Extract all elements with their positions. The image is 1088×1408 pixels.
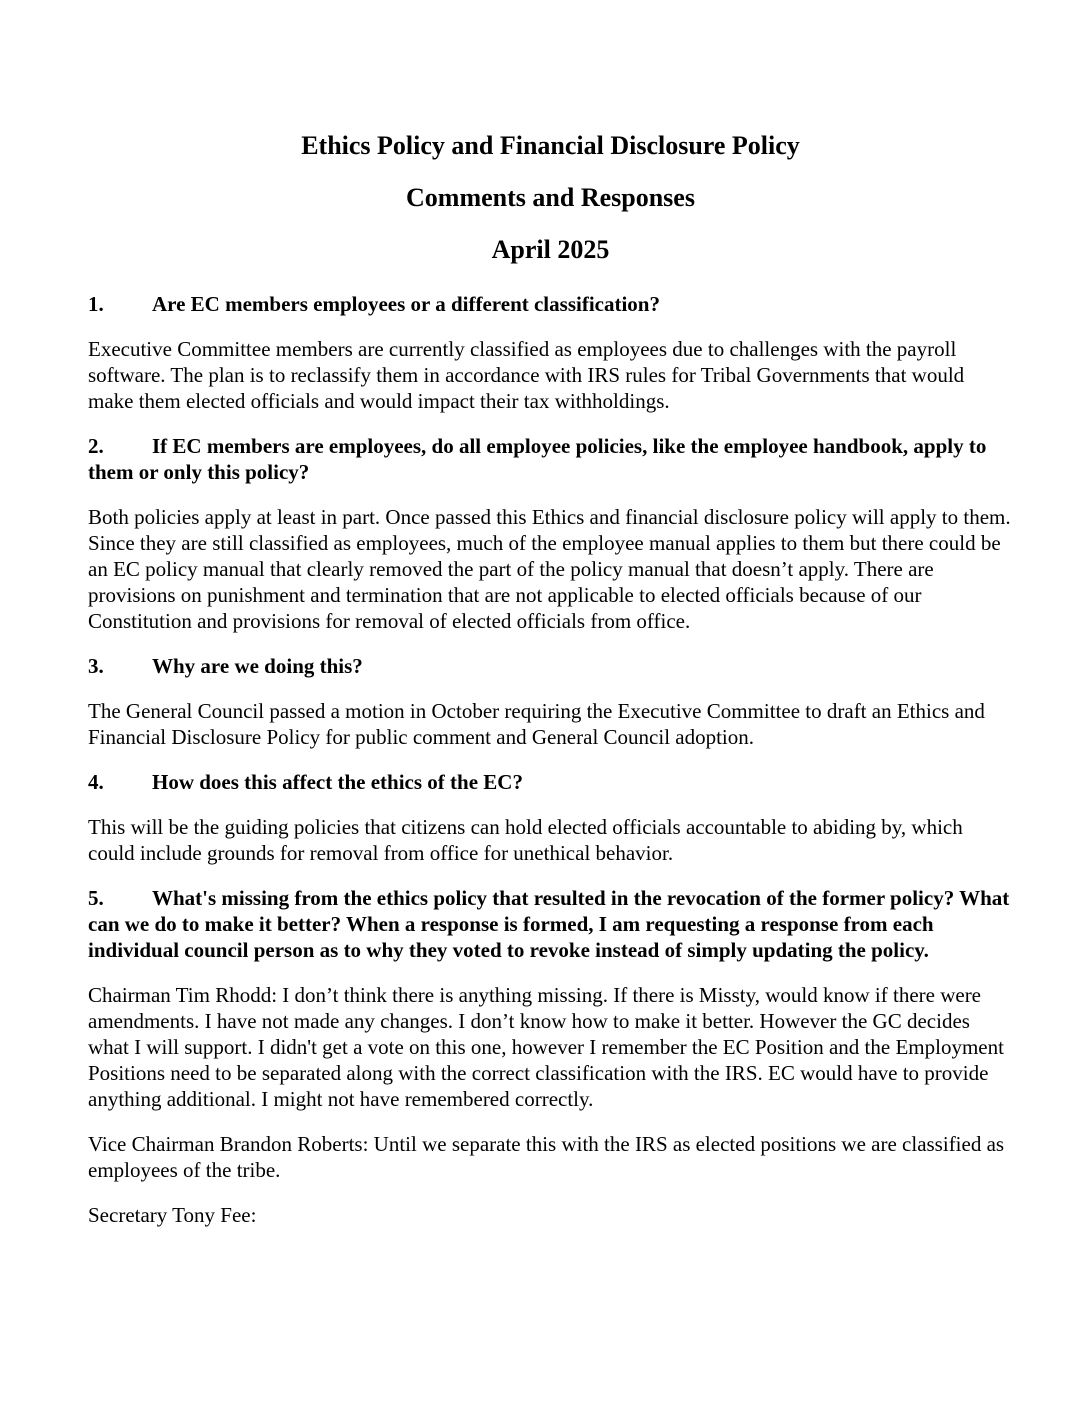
document-subtitle: Comments and Responses <box>406 183 695 212</box>
question-2-text: If EC members are employees, do all employee policies, like the employee handbook, apply to them or only this policy? <box>88 434 987 484</box>
question-4-text: How does this affect the ethics of the EC? <box>152 770 523 794</box>
question-3-number: 3. <box>88 654 104 678</box>
question-5-number: 5. <box>88 886 104 910</box>
question-4-number: 4. <box>88 770 104 794</box>
document-date: April 2025 <box>491 235 610 264</box>
question-3 <box>88 653 1013 679</box>
answer-3-paragraph: The General Council passed a motion in October requiring the Executive Committee to draft an Ethics and Financial Disclosure Policy for public comment and General Council adoption. <box>88 699 985 749</box>
answer-1-paragraph: Executive Committee members are currently classified as employees due to challenges with the payroll software. The plan is to reclassify them in accordance with IRS rules for Tribal Governments that would make them elected officials and would impact their tax withholdings. <box>88 337 965 413</box>
question-2-number: 2. <box>88 434 104 458</box>
question-1-text: Are EC members employees or a different classification? <box>152 292 660 316</box>
answer-5-paragraph-secretary: Secretary Tony Fee: <box>88 1203 257 1227</box>
document-title: Ethics Policy and Financial Disclosure Policy <box>301 131 800 160</box>
question-1-number: 1. <box>88 292 104 316</box>
answer-4-paragraph: This will be the guiding policies that citizens can hold elected officials accountable to abiding by, which could include grounds for removal from office for unethical behavior. <box>88 815 963 865</box>
answer-5-paragraph-chairman: Chairman Tim Rhodd: I don’t think there is anything missing. If there is Missty, would know if there were amendments. I have not made any changes. I don’t know how to make it better. However the GC decides what I will support. I didn't get a vote on this one, however I remember the EC Position and the Employment Positions need to be separated along with the correct classification with the IRS. EC would have to provide anything additional. I might not have remembered correctly. <box>88 983 1004 1111</box>
answer-5-paragraph-vice-chairman: Vice Chairman Brandon Roberts: Until we separate this with the IRS as elected positions we are classified as employees of the tribe. <box>88 1132 1005 1182</box>
question-4 <box>88 769 1013 795</box>
question-2 <box>88 433 1013 485</box>
question-3-text: Why are we doing this? <box>152 654 363 678</box>
question-5-text: What's missing from the ethics policy that resulted in the revocation of the former policy? What can we do to make it better? When a response is formed, I am requesting a response from each individual council person as to why they voted to revoke instead of simply updating the policy. <box>88 886 1010 962</box>
question-1 <box>88 291 1013 317</box>
answer-2-paragraph: Both policies apply at least in part. Once passed this Ethics and financial disclosure policy will apply to them. Since they are still classified as employees, much of the employee manual applies to them but there could be an EC policy manual that clearly removed the part of the policy manual that doesn’t apply. There are provisions on punishment and termination that are not applicable to elected officials because of our Constitution and provisions for removal of elected officials from office. <box>88 505 1011 633</box>
question-5 <box>88 885 1013 963</box>
